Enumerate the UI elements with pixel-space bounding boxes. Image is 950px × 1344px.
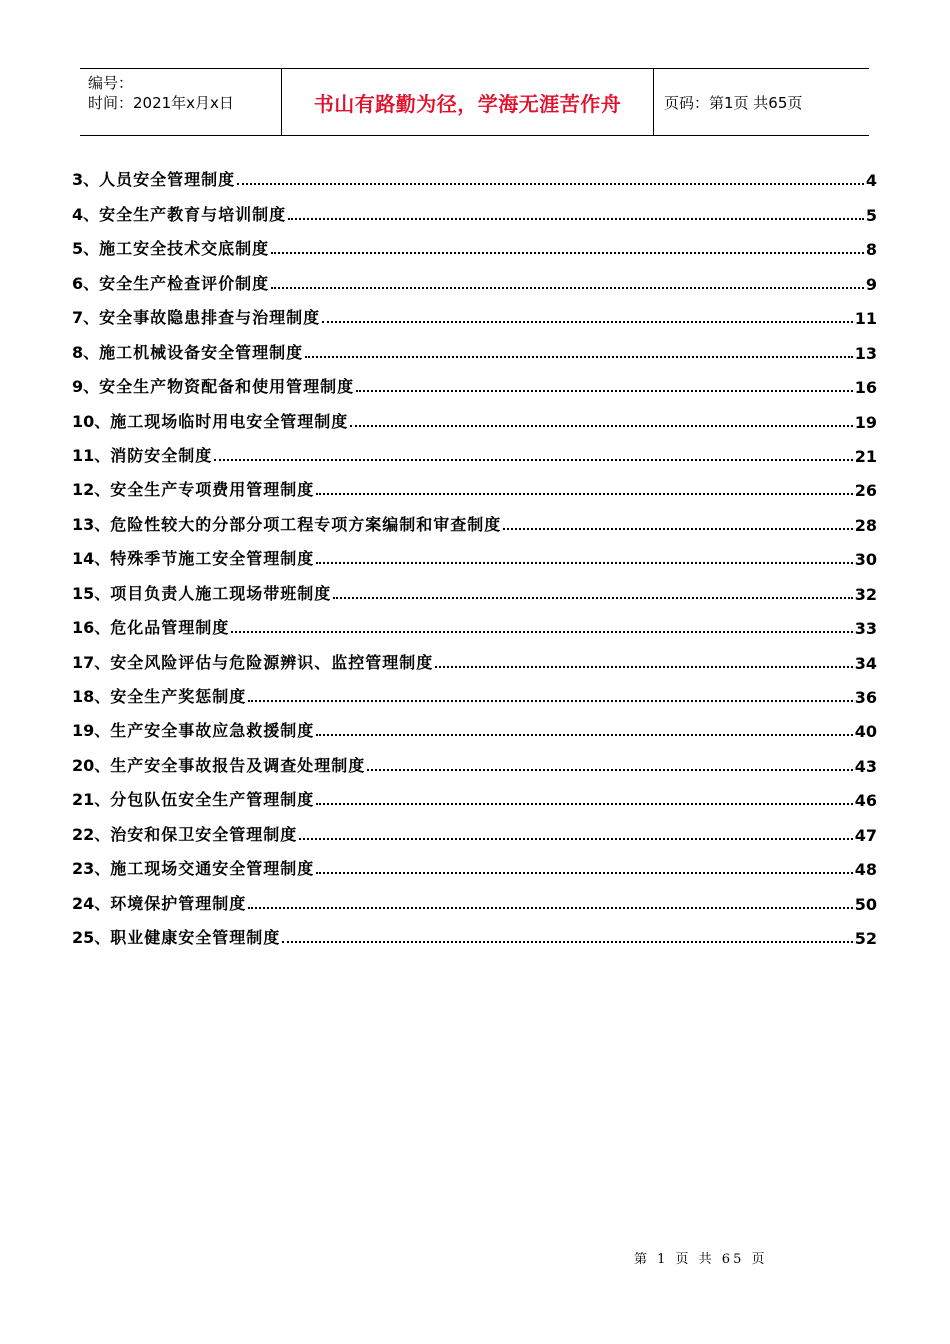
toc-entry-page: 34 xyxy=(854,653,877,673)
toc-entry[interactable] xyxy=(72,328,877,362)
toc-entry-title: 特殊季节施工安全管理制度 xyxy=(110,549,315,569)
toc-entry-number: 15、 xyxy=(72,583,111,603)
code-label: 编号： xyxy=(88,74,134,92)
toc-entry-page: 16 xyxy=(854,378,877,398)
toc-entry[interactable] xyxy=(72,604,877,638)
toc-entry[interactable] xyxy=(72,225,877,259)
toc-entry-title: 施工安全技术交底制度 xyxy=(99,239,270,259)
toc-entry[interactable] xyxy=(72,190,877,224)
toc-dot-leader xyxy=(435,666,852,668)
toc-dot-leader xyxy=(322,321,853,323)
toc-entry[interactable] xyxy=(72,673,877,707)
toc-entry-number: 21、 xyxy=(72,790,111,810)
page-footer: 第 1 页 共 65 页 xyxy=(634,1252,768,1267)
toc-entry-title: 职业健康安全管理制度 xyxy=(110,928,281,948)
toc-entry[interactable] xyxy=(72,776,877,810)
toc-dot-leader xyxy=(316,872,852,874)
toc-dot-leader xyxy=(231,631,852,633)
toc-entry-title: 生产安全事故应急救援制度 xyxy=(110,721,315,741)
toc-entry-page: 30 xyxy=(854,550,877,570)
toc-entry-title: 施工现场临时用电安全管理制度 xyxy=(110,411,349,431)
toc-entry-page: 50 xyxy=(854,894,877,914)
toc-entry-page: 32 xyxy=(854,584,877,604)
toc-entry-title: 安全生产教育与培训制度 xyxy=(99,204,287,224)
toc-entry-page: 26 xyxy=(854,481,877,501)
toc-entry-page: 43 xyxy=(854,756,877,776)
toc-dot-leader xyxy=(316,493,852,495)
toc-dot-leader xyxy=(305,356,853,358)
toc-entry-number: 9、 xyxy=(72,377,100,397)
toc-dot-leader xyxy=(248,907,852,909)
toc-dot-leader xyxy=(214,459,852,461)
toc-entry[interactable] xyxy=(72,432,877,466)
toc-entry[interactable] xyxy=(72,259,877,293)
toc-dot-leader xyxy=(248,700,852,702)
motto-text: 书山有路勤为径，学海无涯苦作舟 xyxy=(313,91,622,116)
toc-entry-number: 20、 xyxy=(72,755,111,775)
toc-entry-page: 21 xyxy=(854,446,877,466)
toc-entry[interactable] xyxy=(72,638,877,672)
toc-entry-number: 4、 xyxy=(72,204,100,224)
toc-entry[interactable] xyxy=(72,741,877,775)
toc-entry-number: 5、 xyxy=(72,239,100,259)
toc-entry[interactable] xyxy=(72,500,877,534)
toc-dot-leader xyxy=(288,218,864,220)
toc-entry-page: 48 xyxy=(854,860,877,880)
toc-entry[interactable] xyxy=(72,294,877,328)
toc-entry-page: 9 xyxy=(865,274,877,294)
toc-dot-leader xyxy=(350,425,852,427)
toc-entry-number: 16、 xyxy=(72,618,111,638)
toc-entry-page: 28 xyxy=(854,515,877,535)
toc-entry-title: 危险性较大的分部分项工程专项方案编制和审查制度 xyxy=(110,514,502,534)
toc-entry-page: 33 xyxy=(854,619,877,639)
toc-entry[interactable] xyxy=(72,156,877,190)
toc-entry-title: 施工机械设备安全管理制度 xyxy=(99,342,304,362)
toc-entry[interactable] xyxy=(72,535,877,569)
toc-entry[interactable] xyxy=(72,397,877,431)
page-header xyxy=(80,68,869,136)
toc-entry-title: 危化品管理制度 xyxy=(110,618,230,638)
toc-entry[interactable] xyxy=(72,569,877,603)
toc-dot-leader xyxy=(316,562,852,564)
toc-dot-leader xyxy=(271,252,864,254)
toc-entry-number: 8、 xyxy=(72,342,100,362)
toc-entry-title: 安全生产检查评价制度 xyxy=(99,273,270,293)
toc-dot-leader xyxy=(282,941,852,943)
toc-entry-number: 24、 xyxy=(72,893,111,913)
toc-entry[interactable] xyxy=(72,707,877,741)
toc-dot-leader xyxy=(503,528,852,530)
header-info-cell xyxy=(80,69,282,135)
toc-entry-number: 18、 xyxy=(72,687,111,706)
toc-entry-page: 52 xyxy=(854,929,877,949)
toc-entry-number: 7、 xyxy=(72,308,100,328)
toc-dot-leader xyxy=(356,390,853,392)
toc-entry-title: 消防安全制度 xyxy=(110,445,213,465)
toc-entry-number: 23、 xyxy=(72,859,111,879)
toc-entry-number: 17、 xyxy=(72,652,111,672)
toc-entry-page: 11 xyxy=(854,309,877,329)
toc-entry-title: 安全生产奖惩制度 xyxy=(110,687,247,706)
toc-entry-page: 36 xyxy=(854,688,877,707)
toc-entry-title: 安全事故隐患排查与治理制度 xyxy=(99,308,321,328)
toc-entry-title: 环境保护管理制度 xyxy=(110,893,247,913)
toc-entry[interactable] xyxy=(72,810,877,844)
toc-entry-page: 47 xyxy=(854,825,877,845)
toc-entry-number: 19、 xyxy=(72,721,111,741)
page-info: 页码：第1页 共65页 xyxy=(664,93,803,112)
toc-entry-title: 安全生产物资配备和使用管理制度 xyxy=(99,377,355,397)
toc-entry-page: 5 xyxy=(865,205,877,225)
toc-entry-title: 安全风险评估与危险源辨识、监控管理制度 xyxy=(110,652,434,672)
toc-entry-number: 13、 xyxy=(72,514,111,534)
toc-entry-page: 13 xyxy=(854,343,877,363)
header-motto-cell xyxy=(282,69,654,135)
toc-entry-page: 46 xyxy=(854,791,877,811)
header-page-cell xyxy=(654,69,869,135)
toc-entry[interactable] xyxy=(72,845,877,879)
toc-dot-leader xyxy=(316,803,852,805)
toc-entry-title: 治安和保卫安全管理制度 xyxy=(110,824,298,844)
toc-entry-page: 8 xyxy=(865,240,877,260)
toc-dot-leader xyxy=(237,183,864,185)
toc-entry[interactable] xyxy=(72,914,877,948)
toc-entry-title: 安全生产专项费用管理制度 xyxy=(110,480,315,500)
table-of-contents xyxy=(72,156,877,948)
toc-entry-number: 25、 xyxy=(72,928,111,948)
toc-entry-page: 40 xyxy=(854,722,877,742)
toc-entry-number: 12、 xyxy=(72,480,111,500)
toc-dot-leader xyxy=(367,769,852,771)
toc-entry-page: 19 xyxy=(854,412,877,432)
toc-entry-number: 14、 xyxy=(72,549,111,569)
toc-dot-leader xyxy=(316,734,852,736)
toc-entry-title: 施工现场交通安全管理制度 xyxy=(110,859,315,879)
toc-entry[interactable] xyxy=(72,363,877,397)
toc-entry-title: 项目负责人施工现场带班制度 xyxy=(110,583,332,603)
time-label: 时间：2021年x月x日 xyxy=(88,94,234,112)
toc-dot-leader xyxy=(333,597,852,599)
toc-entry-number: 22、 xyxy=(72,824,111,844)
toc-entry-title: 生产安全事故报告及调查处理制度 xyxy=(110,755,366,775)
toc-dot-leader xyxy=(271,287,864,289)
toc-entry[interactable] xyxy=(72,466,877,500)
toc-entry-number: 3、 xyxy=(72,170,100,190)
toc-entry-title: 人员安全管理制度 xyxy=(99,170,236,190)
toc-entry-number: 11、 xyxy=(72,445,111,465)
toc-dot-leader xyxy=(299,838,852,840)
toc-entry[interactable] xyxy=(72,879,877,913)
toc-entry-number: 10、 xyxy=(72,411,111,431)
toc-entry-number: 6、 xyxy=(72,273,100,293)
toc-entry-title: 分包队伍安全生产管理制度 xyxy=(110,790,315,810)
toc-entry-page: 4 xyxy=(865,171,877,191)
